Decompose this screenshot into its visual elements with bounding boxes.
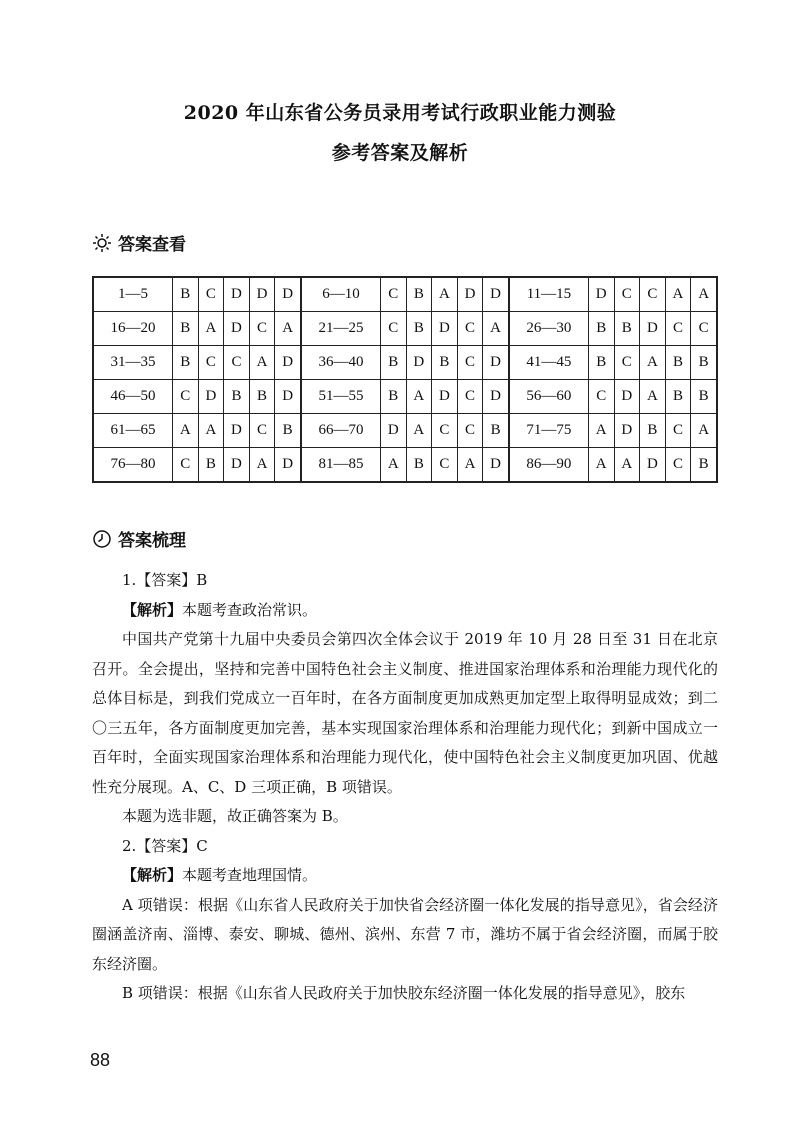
question-range: 61—65 (93, 414, 173, 448)
answer-cell: A (457, 448, 483, 483)
answer-row (93, 277, 717, 312)
answer-cell: C (198, 277, 224, 312)
answer-cell: C (614, 277, 640, 312)
answer-cell: A (665, 277, 691, 312)
answer-cell: C (614, 346, 640, 380)
answer-table (92, 276, 718, 483)
answer-row (93, 346, 717, 380)
answer-cell: D (640, 448, 666, 483)
analysis-label: 【解析】 (122, 866, 183, 884)
section-title: 答案查看 (118, 235, 186, 255)
answer-cell: B (380, 380, 406, 414)
answer-cell: D (614, 414, 640, 448)
answer-cell: B (275, 414, 301, 448)
answer-cell: C (457, 346, 483, 380)
answer-cell: C (457, 380, 483, 414)
question-range: 41—45 (509, 346, 589, 380)
answer-cell: C (457, 312, 483, 346)
answer-row (93, 414, 717, 448)
question-range: 16—20 (93, 312, 173, 346)
question-range: 6—10 (301, 277, 381, 312)
answer-cell: C (380, 277, 406, 312)
section-title: 答案梳理 (118, 531, 186, 551)
answer-cell: B (588, 346, 614, 380)
answer-cell: D (432, 312, 458, 346)
answer-cell: D (224, 448, 250, 483)
answer-cell: A (640, 380, 666, 414)
analysis-intro: 本题考查地理国情。 (182, 866, 318, 884)
question-range: 81—85 (301, 448, 381, 483)
answer-cell: D (224, 277, 250, 312)
analysis-label: 【解析】 (122, 600, 183, 619)
answer-cell: C (432, 414, 458, 448)
answer-cell: C (249, 312, 275, 346)
answer-cell: B (614, 312, 640, 346)
answer-cell: C (224, 346, 250, 380)
answer-cell: D (275, 277, 301, 312)
q2-analysis (92, 861, 718, 891)
answer-cell: A (691, 277, 717, 312)
answer-cell: D (224, 312, 250, 346)
answer-cell: B (691, 380, 717, 414)
answer-cell: B (173, 312, 199, 346)
answer-cell: A (614, 448, 640, 483)
page-number: 88 (90, 1050, 111, 1070)
question-range: 86—90 (509, 448, 589, 483)
answer-row (93, 448, 717, 483)
answer-cell: D (457, 277, 483, 312)
answer-cell: D (380, 414, 406, 448)
q2-option-a: A 项错误：根据《山东省人民政府关于加快省会经济圈一体化发展的指导意见》，省会经济圈涵盖济南、淄博、泰安、聊城、德州、滨州、东营 7 市，潍坊不属于省会经济圈，而属于胶东经济圈。 (92, 895, 718, 973)
answer-cell: A (691, 414, 717, 448)
answer-cell: B (432, 346, 458, 380)
answer-cell: B (691, 346, 717, 380)
answer-cell: B (224, 380, 250, 414)
answer-cell: B (665, 380, 691, 414)
section-answer-review (92, 526, 186, 551)
section-answer-check (92, 230, 186, 255)
question-range: 36—40 (301, 346, 381, 380)
answer-cell: A (275, 312, 301, 346)
answer-cell: C (249, 414, 275, 448)
answer-cell: B (173, 346, 199, 380)
answer-cell: C (457, 414, 483, 448)
answer-cell: D (198, 380, 224, 414)
question-range: 1—5 (93, 277, 173, 312)
answer-cell: D (406, 346, 432, 380)
answer-cell: B (198, 448, 224, 483)
question-range: 31—35 (93, 346, 173, 380)
answer-cell: D (640, 312, 666, 346)
answer-cell: C (691, 312, 717, 346)
sun-icon (92, 233, 112, 253)
answer-cell: A (249, 448, 275, 483)
answer-cell: C (173, 448, 199, 483)
q1-body: 中国共产党第十九届中央委员会第四次全体会议于 2019 年 10 月 28 日至 31 日在北京召开。全会提出，坚持和完善中国特色社会主义制度、推进国家治理体系和治理能力现代化的总体目标是，到我们党成立一百年时，在各方面制度更加成熟更加定型上取得明显成效；到二〇三五年，各方面制度更加完善，基本实现国家治理体系和治理能力现代化；到新中国成立一百年时，全面实现国家治理体系和治理能力现代化，使中国特色社会主义制度更加巩固、优越性充分展现。A、C、D 三项正确，B 项错误。 (92, 630, 718, 796)
q2-answer: 2.【答案】C (122, 836, 208, 855)
question-range: 21—25 (301, 312, 381, 346)
q2-option-b: B 项错误：根据《山东省人民政府关于加快胶东经济圈一体化发展的指导意见》，胶东 (122, 984, 686, 1002)
clock-icon (92, 529, 112, 549)
question-range: 56—60 (509, 380, 589, 414)
answer-cell: D (432, 380, 458, 414)
answer-cell: A (432, 277, 458, 312)
analysis-intro: 本题考查政治常识。 (182, 600, 318, 619)
answer-cell: B (406, 312, 432, 346)
answer-row (93, 312, 717, 346)
answer-cell: B (691, 448, 717, 483)
answer-cell: A (406, 414, 432, 448)
question-range: 11—15 (509, 277, 589, 312)
answer-cell: D (588, 277, 614, 312)
question-range: 66—70 (301, 414, 381, 448)
question-range: 76—80 (93, 448, 173, 483)
answer-cell: A (249, 346, 275, 380)
answer-cell: D (224, 414, 250, 448)
question-range: 26—30 (509, 312, 589, 346)
q1-conclusion: 本题为选非题，故正确答案为 B。 (122, 807, 348, 825)
answer-cell: D (483, 346, 509, 380)
page-subtitle: 参考答案及解析 (331, 142, 469, 164)
question-range: 46—50 (93, 380, 173, 414)
question-range: 71—75 (509, 414, 589, 448)
answer-cell: B (173, 277, 199, 312)
answer-cell: A (588, 448, 614, 483)
answer-cell: D (275, 346, 301, 380)
answer-cell: C (640, 277, 666, 312)
answer-cell: B (249, 380, 275, 414)
answer-cell: C (588, 380, 614, 414)
answer-cell: B (588, 312, 614, 346)
explanations (92, 566, 718, 1009)
answer-cell: C (665, 448, 691, 483)
page-title: 2020 年山东省公务员录用考试行政职业能力测验 (183, 102, 617, 124)
answer-cell: A (483, 312, 509, 346)
q1-analysis (92, 596, 718, 626)
answer-cell: A (406, 380, 432, 414)
answer-cell: D (483, 277, 509, 312)
answer-row (93, 380, 717, 414)
answer-cell: A (640, 346, 666, 380)
answer-cell: B (483, 414, 509, 448)
answer-cell: D (483, 448, 509, 483)
answer-cell: C (432, 448, 458, 483)
answer-cell: C (198, 346, 224, 380)
answer-cell: A (198, 414, 224, 448)
answer-cell: D (249, 277, 275, 312)
answer-cell: D (275, 380, 301, 414)
answer-cell: D (483, 380, 509, 414)
answer-cell: D (614, 380, 640, 414)
answer-cell: C (380, 312, 406, 346)
answer-cell: B (406, 277, 432, 312)
question-range: 51—55 (301, 380, 381, 414)
answer-cell: D (275, 448, 301, 483)
answer-cell: C (665, 414, 691, 448)
answer-cell: A (173, 414, 199, 448)
answer-cell: B (640, 414, 666, 448)
q1-answer: 1.【答案】B (122, 571, 208, 589)
answer-cell: B (665, 346, 691, 380)
answer-cell: A (380, 448, 406, 483)
answer-cell: B (406, 448, 432, 483)
answer-cell: A (588, 414, 614, 448)
answer-cell: C (173, 380, 199, 414)
answer-cell: C (665, 312, 691, 346)
answer-cell: A (198, 312, 224, 346)
answer-cell: B (380, 346, 406, 380)
